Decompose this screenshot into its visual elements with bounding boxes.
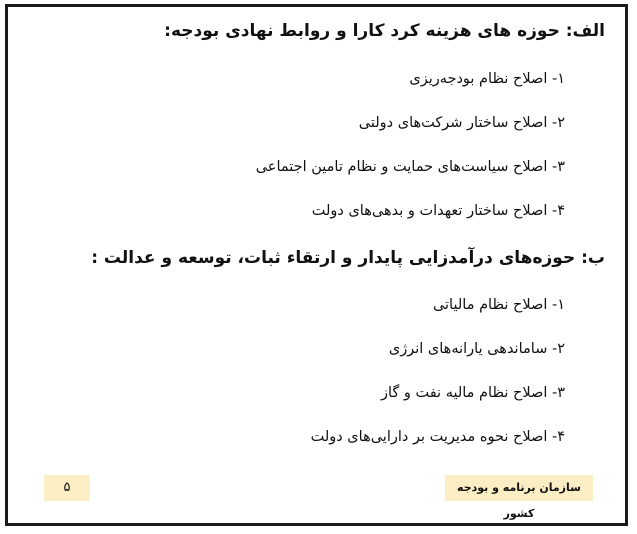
section-a-item-4: ۴- اصلاح ساختار تعهدات و بدهی‌های دولت <box>311 203 565 219</box>
section-b-heading: ب: حوزه‌های درآمدزایی پایدار و ارتقاء ثبات، توسعه و عدالت : <box>91 248 605 268</box>
slide-frame <box>5 4 628 526</box>
organization-label: سازمان برنامه و بودجه کشور <box>445 475 593 501</box>
page-number: ۵ <box>44 475 90 501</box>
section-a-item-3: ۳- اصلاح سیاست‌های حمایت و نظام تامین اجتماعی <box>255 159 565 175</box>
section-b-item-2: ۲- ساماندهی یارانه‌های انرژی <box>388 341 565 357</box>
section-a-heading: الف: حوزه های هزینه کرد کارا و روابط نهادی بودجه: <box>164 21 605 41</box>
section-b-item-1: ۱- اصلاح نظام مالیاتی <box>432 297 565 313</box>
section-b-item-4: ۴- اصلاح نحوه مدیریت بر دارایی‌های دولت <box>310 429 565 445</box>
section-a-item-1: ۱- اصلاح نظام بودجه‌ریزی <box>409 71 565 87</box>
section-b-item-3: ۳- اصلاح نظام مالیه نفت و گاز <box>380 385 565 401</box>
section-a-item-2: ۲- اصلاح ساختار شرکت‌های دولتی <box>358 115 565 131</box>
